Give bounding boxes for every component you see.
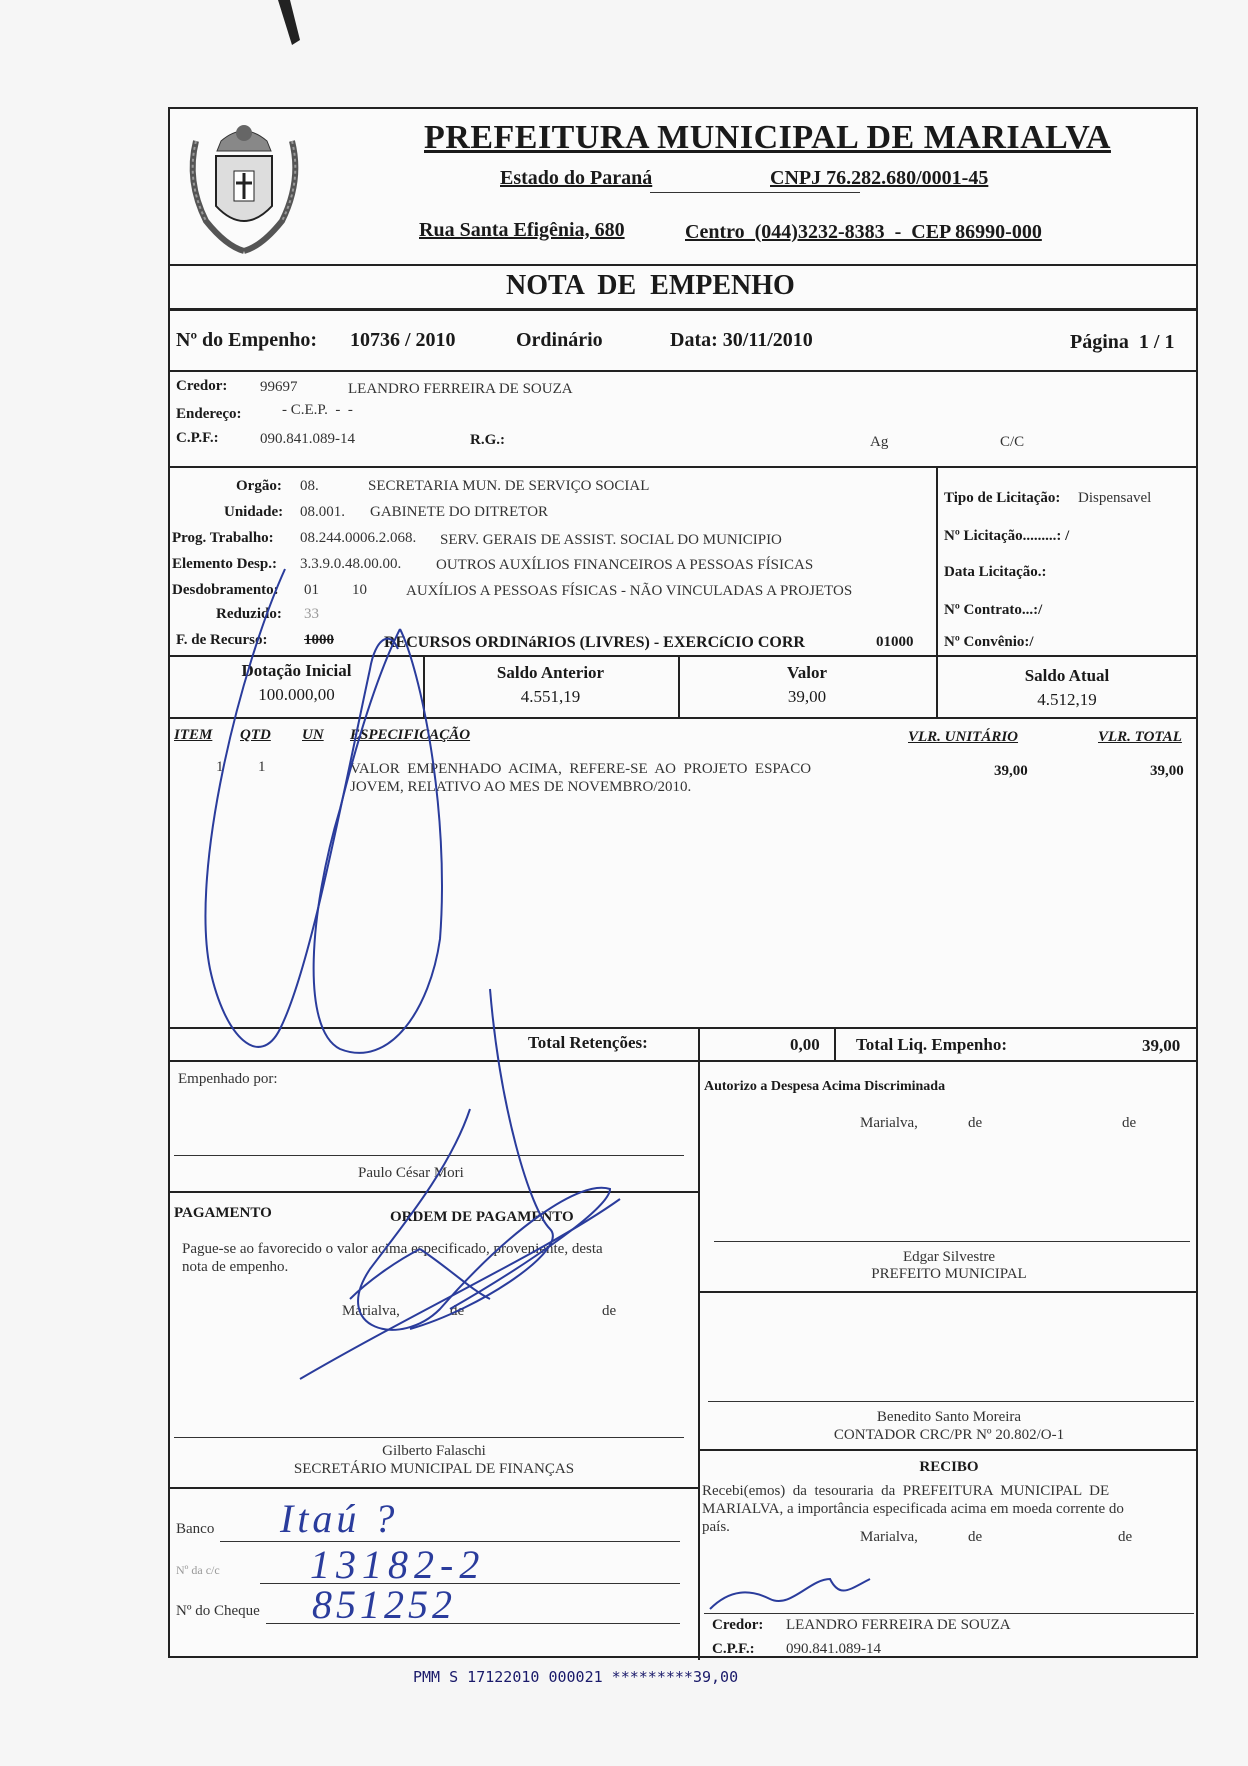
unidade-code: 08.001. [300,504,345,520]
recibo-cpf-value: 090.841.089-14 [786,1641,881,1657]
item-qtd: 1 [258,759,266,775]
col-vlr-total: VLR. TOTAL [1098,729,1182,745]
orgao-label: Orgão: [236,478,282,494]
retencoes-value: 0,00 [790,1035,820,1054]
saldo-anterior-value: 4.551,19 [520,687,581,706]
recurso-code2: 01000 [876,634,914,650]
banco-label: Banco [176,1521,215,1537]
n-convenio: Nº Convênio:/ [944,634,1034,650]
recibo-place: Marialva, [860,1529,918,1545]
col-item: ITEM [174,727,213,743]
recurso-name: RECURSOS ORDINáRIOS (LIVRES) - EXERCíCIO CORR [384,634,805,651]
pagamento-place: Marialva, [342,1303,400,1319]
saldo-anterior-label: Saldo Anterior [496,663,605,682]
totais-section [170,1027,1196,1062]
empenho-date: Data: 30/11/2010 [670,329,813,351]
cheque-label: Nº do Cheque [176,1603,260,1619]
conta-label: Nº da c/c [176,1563,220,1577]
pagamento-de1: de [450,1303,465,1319]
cpf-label: C.P.F.: [176,430,219,446]
doc-title: NOTA DE EMPENHO [506,270,795,301]
recurso-code: 1000 [304,632,334,648]
desdobramento-code1: 01 [304,582,319,598]
credor-label: Credor: [176,378,228,394]
desdobramento-name: AUXÍLIOS A PESSOAS FÍSICAS - NÃO VINCULADAS A PROJETOS [406,583,853,599]
nota-de-empenho-form [168,107,1198,1658]
autorizo-place: Marialva, [860,1115,918,1131]
credor-code: 99697 [260,379,298,395]
empenho-number: 10736 / 2010 [350,329,456,351]
credor-name: LEANDRO FERREIRA DE SOUZA [348,381,573,397]
pagamento-text1: Pague-se ao favorecido o valor acima especificado, proveniente, desta [182,1241,603,1257]
autorizo-de1: de [968,1115,983,1131]
valor-value: 39,00 [787,687,827,706]
prefeito-name: Edgar Silvestre [902,1249,996,1265]
valor-label: Valor [787,663,827,682]
scan-mark [270,0,320,60]
page-number: Página 1 / 1 [1070,331,1175,353]
prog-name: SERV. GERAIS DE ASSIST. SOCIAL DO MUNICIPIO [440,532,782,548]
ag-label: Ag [870,434,889,450]
prog-code: 08.244.0006.2.068. [300,530,417,546]
municipality-title: PREFEITURA MUNICIPAL DE MARIALVA [424,119,1111,156]
elemento-code: 3.3.9.0.48.00.00. [300,556,402,572]
rg-label: R.G.: [470,432,505,448]
autorizo-de2: de [1122,1115,1137,1131]
footer-code: PMM S 17122010 000021 *********39,00 [413,1668,739,1686]
col-espec: ESPECIFICAÇÃO [350,727,471,743]
state-name: Estado do Paraná [500,167,653,189]
orcamento-section [170,468,1196,657]
item-vlr-total: 39,00 [1150,763,1184,779]
dotacao-value: 100.000,00 [258,685,335,704]
recibo-text3: país. [702,1519,730,1535]
prefeito-title: PREFEITO MUNICIPAL [871,1266,1027,1282]
col-un: UN [302,727,324,743]
saldo-atual-value: 4.512,19 [1037,690,1097,709]
recibo-text2: MARIALVA, a importância especificada acima em moeda corrente do [702,1501,1124,1517]
elemento-name: OUTROS AUXÍLIOS FINANCEIROS A PESSOAS FÍSICAS [436,557,814,573]
empenho-label: Nº do Empenho: [176,329,318,351]
cpf-value: 090.841.089-14 [260,431,355,447]
address: Rua Santa Efigênia, 680 [419,219,625,241]
unidade-label: Unidade: [224,504,284,520]
item-desc-line2: JOVEM, RELATIVO AO MES DE NOVEMBRO/2010. [350,779,692,795]
n-licitacao: Nº Licitação.........: / [944,528,1070,544]
item-vlr-unit: 39,00 [994,763,1028,779]
recibo-de1: de [968,1529,983,1545]
prog-label: Prog. Trabalho: [172,530,274,546]
conta-handwritten: 13182-2 [310,1542,486,1587]
empenho-line [170,311,1196,372]
empenho-type: Ordinário [516,329,603,351]
orgao-name: SECRETARIA MUN. DE SERVIÇO SOCIAL [368,478,650,494]
recibo-title: RECIBO [919,1459,979,1475]
data-licitacao: Data Licitação.: [944,564,1047,580]
endereco-label: Endereço: [176,406,242,422]
unidade-name: GABINETE DO DITRETOR [370,504,549,520]
pagamento-de2: de [602,1303,617,1319]
recurso-label: F. de Recurso: [176,632,268,648]
desdobramento-label: Desdobramento: [172,582,279,598]
cc-label: C/C [1000,434,1025,450]
pagamento-label: PAGAMENTO [174,1205,272,1221]
recibo-text1: Recebi(emos) da tesouraria da PREFEITURA MUNICIPAL DE [702,1483,1110,1499]
endereco-value: - C.E.P. - - [282,402,353,418]
n-contrato: Nº Contrato...:/ [944,602,1043,618]
reduzido-value: 33 [304,606,319,622]
col-vlr-unit: VLR. UNITÁRIO [908,729,1019,745]
orgao-code: 08. [300,478,319,494]
elemento-label: Elemento Desp.: [172,556,277,572]
dotacao-label: Dotação Inicial [241,661,352,680]
secretario-title: SECRETÁRIO MUNICIPAL DE FINANÇAS [293,1461,575,1477]
cheque-handwritten: 851252 [312,1582,456,1627]
district-phone-cep: Centro (044)3232-8383 - CEP 86990-000 [685,221,1042,243]
recibo-credor-label: Credor: [712,1617,764,1633]
contador-title: CONTADOR CRC/PR Nº 20.802/O-1 [833,1427,1065,1443]
empenhado-name: Paulo César Mori [358,1165,464,1181]
header-section [170,109,1196,266]
coat-of-arms-logo [176,111,312,261]
recibo-cpf-label: C.P.F.: [712,1641,755,1657]
retencoes-label: Total Retenções: [528,1033,648,1052]
recibo-credor-name: LEANDRO FERREIRA DE SOUZA [786,1617,1011,1633]
doc-title-section [170,266,1196,311]
saldos-section [170,657,1196,719]
ordem-pagamento: ORDEM DE PAGAMENTO [390,1209,574,1225]
liq-label: Total Liq. Empenho: [856,1035,1007,1054]
col-qtd: QTD [240,727,271,743]
recibo-de2: de [1118,1529,1133,1545]
cnpj: CNPJ 76.282.680/0001-45 [770,167,989,189]
secretario-name: Gilberto Falaschi [382,1443,486,1459]
desdobramento-code2: 10 [352,582,367,598]
pagamento-text2: nota de empenho. [182,1259,289,1275]
credor-section [170,372,1196,468]
item-number: 1 [216,759,224,775]
items-section [170,719,1196,1027]
tipo-licitacao-label: Tipo de Licitação: [944,490,1061,506]
tipo-licitacao-value: Dispensavel [1078,490,1152,506]
banco-handwritten: Itaú ? [280,1496,399,1541]
contador-name: Benedito Santo Moreira [876,1409,1022,1425]
saldo-atual-label: Saldo Atual [1024,666,1110,685]
empenhado-label: Empenhado por: [178,1071,278,1087]
autorizo-label: Autorizo a Despesa Acima Discriminada [704,1079,946,1094]
item-desc-line1: VALOR EMPENHADO ACIMA, REFERE-SE AO PROJETO ESPACO [350,761,812,777]
liq-value: 39,00 [1142,1036,1181,1055]
reduzido-label: Reduzido: [216,606,282,622]
